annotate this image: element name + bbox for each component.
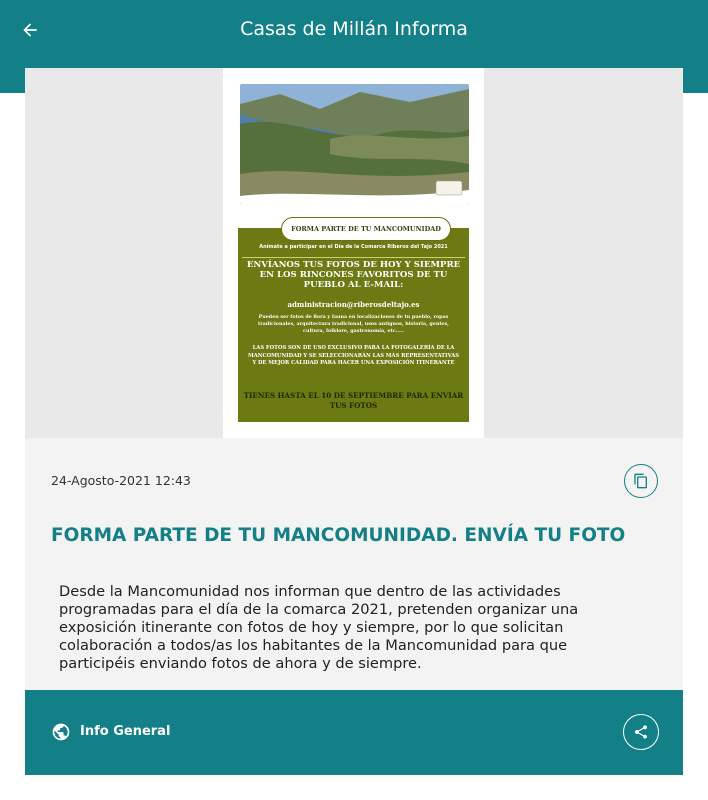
share-icon — [633, 724, 649, 740]
poster-details: Pueden ser fotos de flora y fauna en localizaciones de tu pueblo, ropas tradicionales, arquitectura tradicional, usos antiguos, historia, gentes, cultura, folklore, gastronomía, etc..... — [258, 314, 449, 334]
poster-email: administracion@riberosdeltajo.es — [287, 300, 420, 309]
copy-button[interactable] — [624, 464, 658, 498]
news-card — [25, 68, 683, 775]
post-footer — [25, 690, 683, 775]
post-date: 24-Agosto-2021 12:43 — [51, 473, 191, 488]
poster-subtitle: Anímate a participar en el Día de la Comarca Riberos del Tajo 2021 — [259, 244, 448, 250]
copy-icon — [633, 473, 649, 489]
post-image-area — [25, 68, 683, 438]
post-title: FORMA PARTE DE TU MANCOMUNIDAD. ENVÍA TU FOTO — [51, 525, 626, 546]
globe-icon — [51, 722, 71, 742]
poster-pill-title: FORMA PARTE DE TU MANCOMUNIDAD — [281, 217, 451, 241]
poster-landscape-photo — [240, 84, 469, 204]
app-title: Casas de Millán Informa — [240, 18, 468, 40]
poster-headline: ENVÍANOS TUS FOTOS DE HOY Y SIEMPRE EN LOS RINCONES FAVORITOS DE TU PUEBLO AL E-MAIL: — [246, 260, 461, 290]
poster-deadline: TIENES HASTA EL 10 DE SEPTIEMBRE PARA ENVIAR TUS FOTOS — [243, 391, 464, 410]
poster-divider — [242, 257, 465, 258]
category-label[interactable]: Info General — [80, 724, 171, 739]
poster-image[interactable] — [223, 68, 484, 438]
poster-usage: LAS FOTOS SON DE USO EXCLUSIVO PARA LA FOTOGALERÍA DE LA MANCOMUNIDAD Y SE SELECCIONARÁN LAS MÁS REPRESENTATIVAS Y DE MEJOR CALIDAD PARA HACER UNA EXPOSICIÓN ITINERANTE — [247, 345, 459, 367]
poster-info-block — [238, 228, 469, 422]
post-body: Desde la Mancomunidad nos informan que dentro de las actividades programadas para el día de la comarca 2021, pretenden organizar una exposición itinerante con fotos de hoy y siempre, por lo que solicitan colaboración a todos/as los habitantes de la Mancomunidad para que participéis enviando fotos de ahora y de siempre. — [59, 583, 579, 672]
share-button[interactable] — [623, 714, 659, 750]
